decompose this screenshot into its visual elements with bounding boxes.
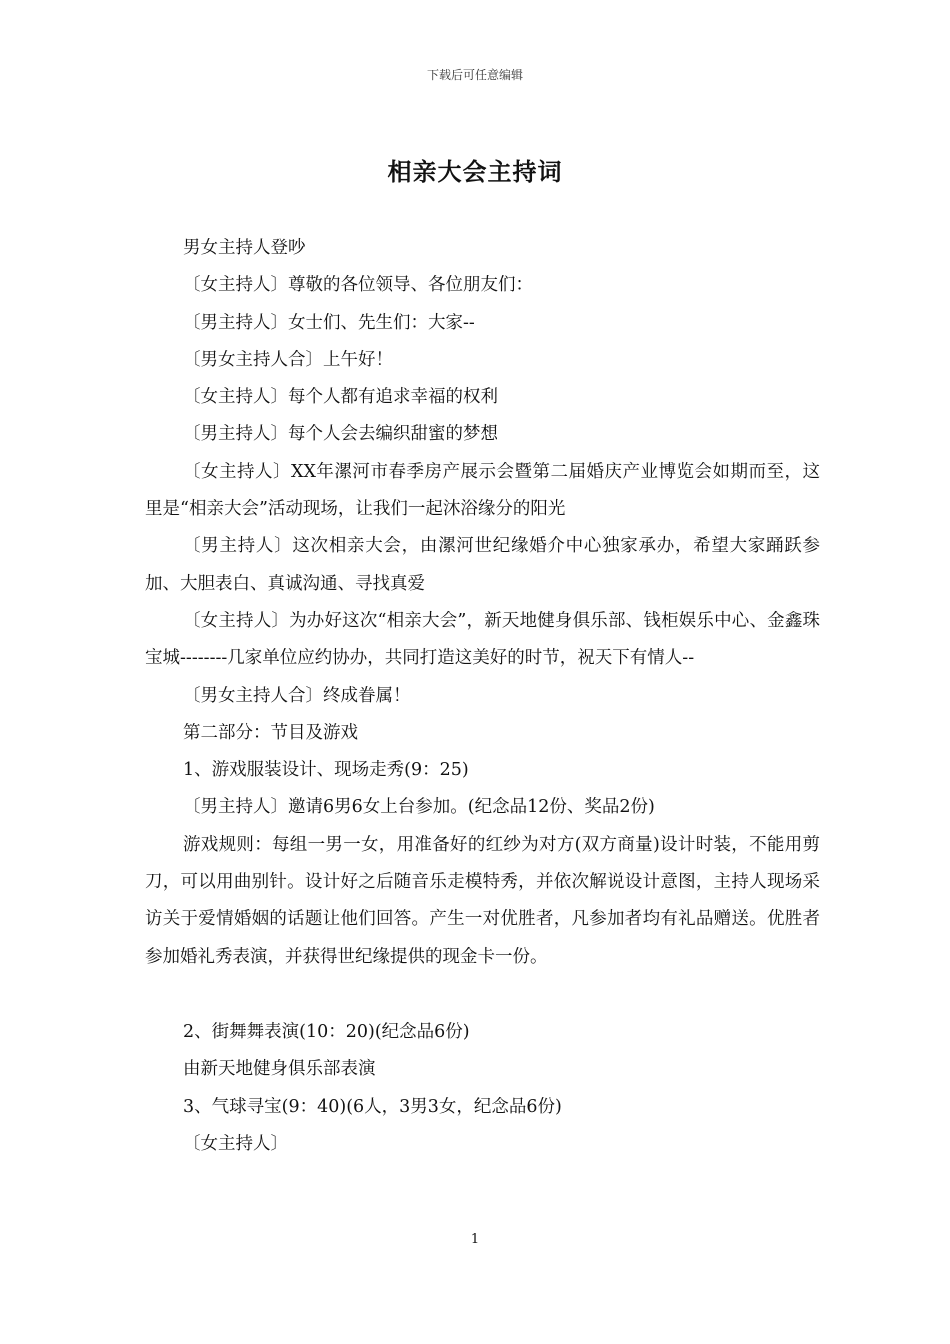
paragraph-male-organizer: 〔男主持人〕这次相亲大会，由漯河世纪缘婚介中心独家承办，希望大家踊跃参加、大胆表白、真诚沟通、寻找真爱 — [145, 536, 820, 594]
page-header-note: 下载后可任意编辑 — [426, 68, 523, 82]
paragraph-joint-blessing: 〔男女主持人合〕终成眷属！ — [183, 685, 411, 706]
program-item-3: 3、气球寻宝(9：40)(6人，3男3女，纪念品6份) — [183, 1096, 562, 1117]
program-item-2: 2、街舞舞表演(10：20)(纪念品6份) — [183, 1021, 470, 1042]
program-item-1: 1、游戏服装设计、现场走秀(9：25) — [183, 760, 469, 781]
page-number: 1 — [470, 1232, 480, 1247]
paragraph-female-sponsors: 〔女主持人〕为办好这次“相亲大会”，新天地健身俱乐部、钱柜娱乐中心、金鑫珠宝城--------几家单位应约协办，共同打造这美好的时节，祝天下有情人-- — [145, 610, 820, 669]
paragraph-female-host: 〔女主持人〕 — [183, 1133, 288, 1154]
paragraph-host-entrance: 男女主持人登吵 — [183, 238, 306, 258]
section-heading-part-two: 第二部分：节目及游戏 — [183, 722, 358, 743]
paragraph-female-event-intro: 〔女主持人〕XX年漯河市春季房产展示会暨第二届婚庆产业博览会如期而至，这里是“相亲大会”活动现场，让我们一起沐浴缘分的阳光 — [145, 461, 820, 520]
paragraph-female-happiness: 〔女主持人〕每个人都有追求幸福的权利 — [183, 387, 498, 408]
document-body — [145, 230, 820, 1163]
paragraph-male-dreams: 〔男主持人〕每个人会去编织甜蜜的梦想 — [183, 424, 498, 445]
paragraph-joint-greeting: 〔男女主持人合〕上午好！ — [183, 349, 393, 370]
paragraph-male-invitation: 〔男主持人〕邀请6男6女上台参加。(纪念品12份、奖品2份) — [183, 797, 655, 818]
paragraph-performer: 由新天地健身俱乐部表演 — [183, 1059, 376, 1080]
document-title: 相亲大会主持词 — [387, 157, 563, 186]
paragraph-game-rules: 游戏规则：每组一男一女，用准备好的红纱为对方(双方商量)设计时装，不能用剪刀，可以用曲别针。设计好之后随音乐走模特秀，并依次解说设计意图，主持人现场采访关于爱情婚姻的话题让他们回答。产生一对优胜者，凡参加者均有礼品赠送。优胜者参加婚礼秀表演，并获得世纪缘提供的现金卡一份。 — [145, 834, 820, 967]
paragraph-male-greeting: 〔男主持人〕女士们、先生们：大家-- — [183, 312, 475, 333]
paragraph-female-greeting: 〔女主持人〕尊敬的各位领导、各位朋友们： — [183, 275, 533, 296]
